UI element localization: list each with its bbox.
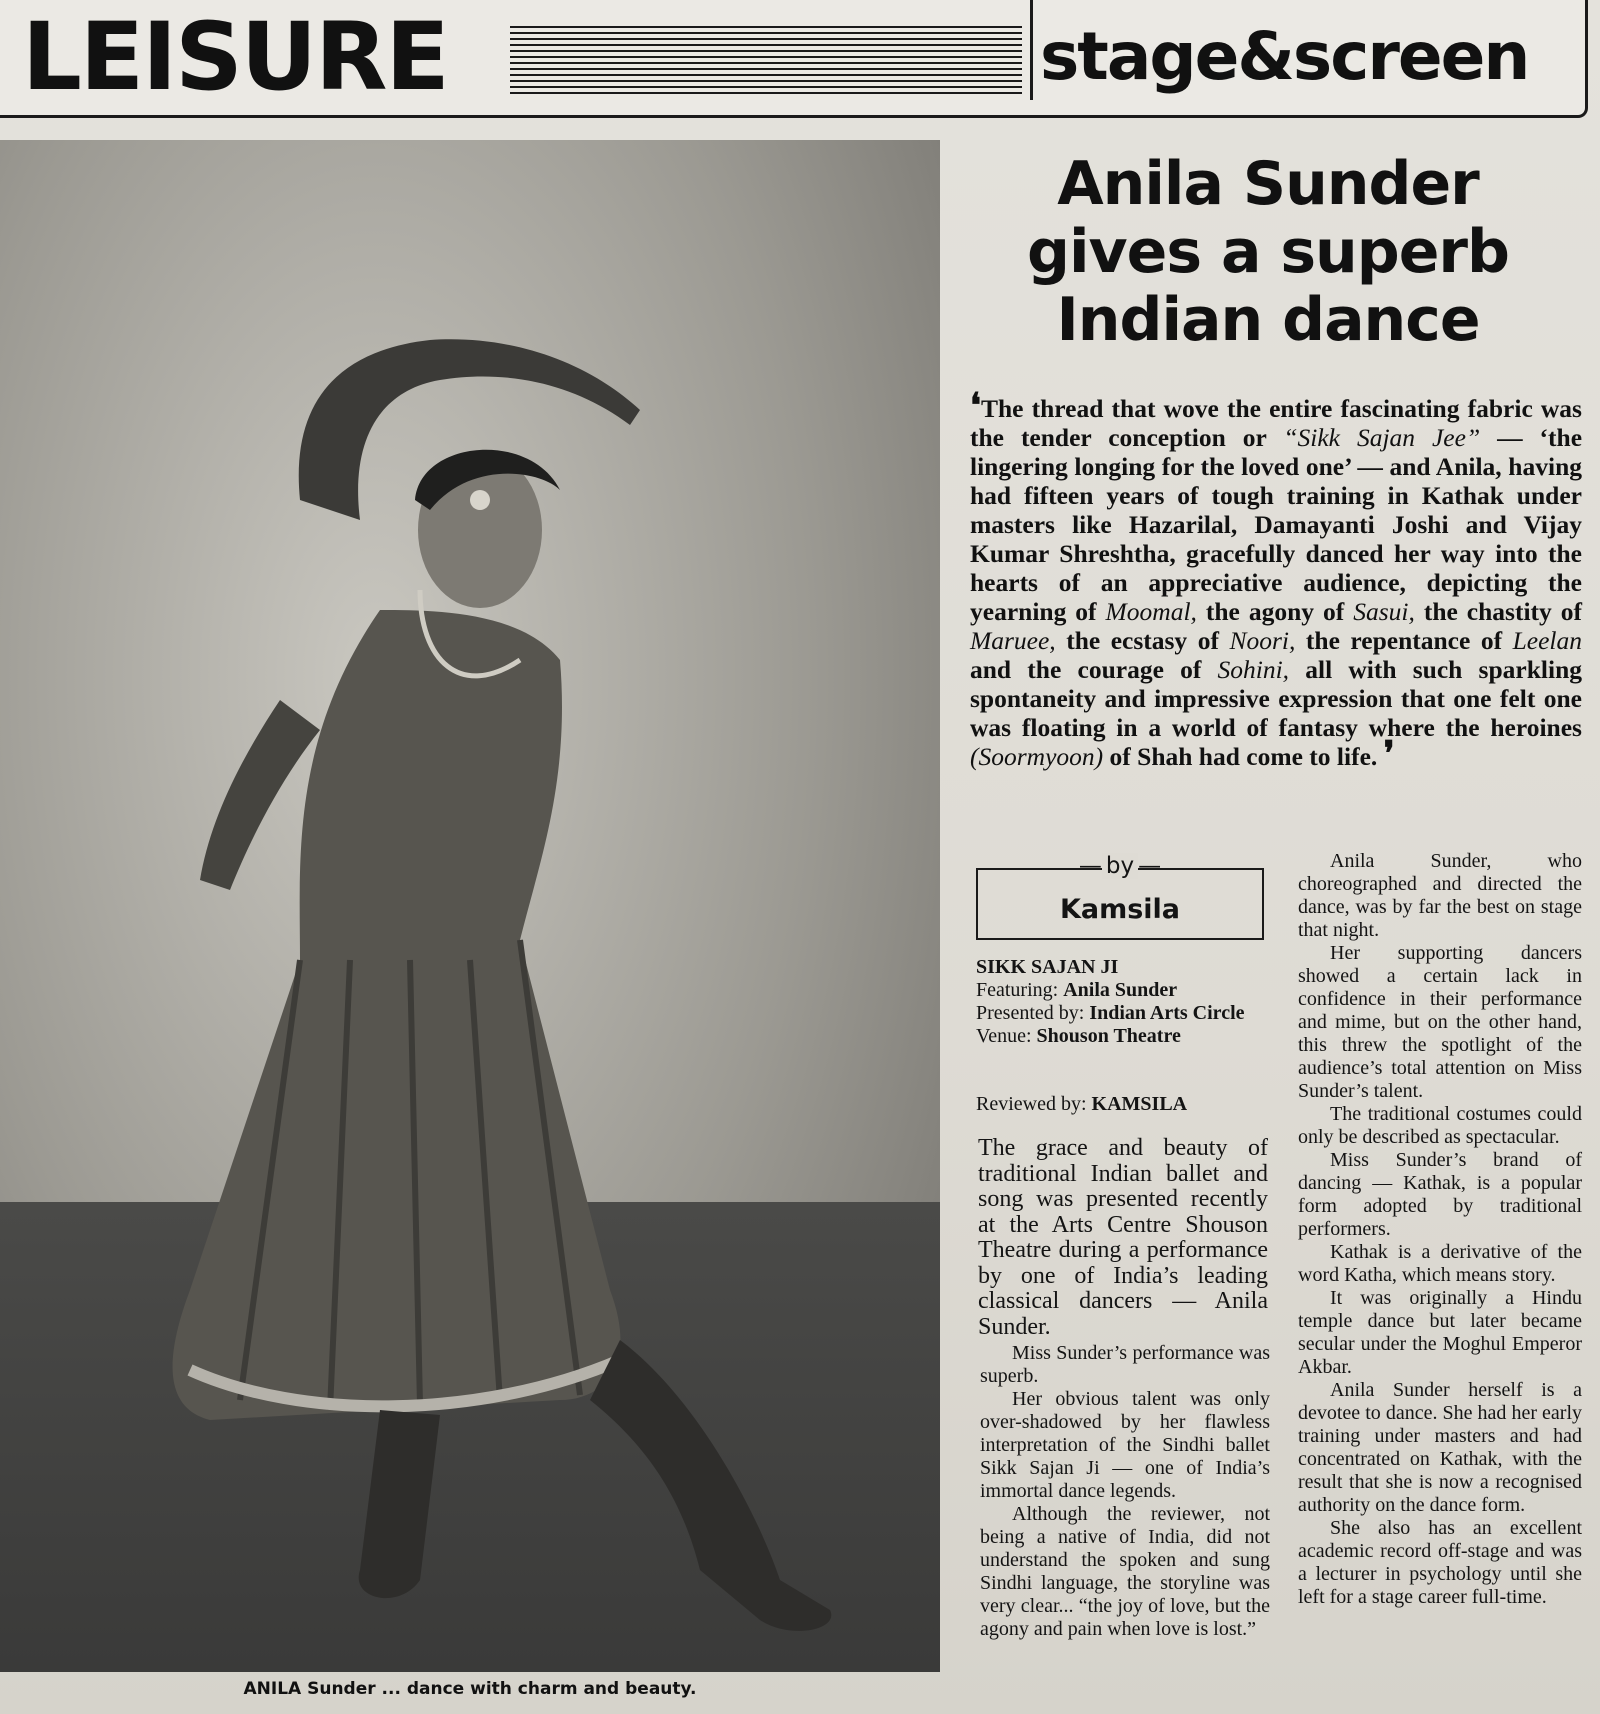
article-column-1 [980, 1342, 1270, 1641]
show-title [976, 956, 1266, 979]
quote-text: of Shah had come to life. [1103, 742, 1378, 771]
quote-italic: Sohini, [1217, 655, 1290, 684]
quote-text: all with such sparkling spontaneity and impressive expression that one felt one was floating in a world of fantasy where the heroines [970, 655, 1582, 742]
article-lead [978, 1136, 1268, 1340]
credit-value: Shouson Theatre [1036, 1025, 1181, 1047]
quote-italic: Noori, [1229, 626, 1296, 655]
dancer-figure [0, 140, 940, 1672]
body-paragraph: Miss Sunder’s brand of dancing — Kathak, is a popular form adopted by traditional performers. [1298, 1149, 1582, 1240]
credit-value: Anila Sunder [1063, 979, 1178, 1001]
byline-author: Kamsila [1059, 894, 1181, 925]
pull-quote [970, 386, 1583, 774]
quote-text: The thread that wove the entire fascinating fabric was the tender conception or [970, 394, 1582, 452]
quote-text: the ecstasy of [1055, 626, 1230, 655]
header-divider [1030, 0, 1033, 100]
credit-label: Venue: [976, 1025, 1032, 1047]
headline-line-2: gives a superb [1027, 217, 1509, 287]
show-credits [976, 956, 1266, 1048]
close-quote-mark: ❜ [1383, 734, 1395, 774]
subsection-title: stage&screen [1040, 18, 1529, 95]
credit-label: Featuring: [976, 979, 1059, 1001]
lead-paragraph: The grace and beauty of traditional Indian ballet and song was presented recently at the Arts Centre Shouson Theatre during a performance by one of India’s leading classical dancers — Anila Sunder. [978, 1135, 1268, 1340]
section-header [0, 0, 1588, 118]
body-paragraph: She also has an excellent academic record off-stage and was a lecturer in psychology until she left for a stage career full-time. [1298, 1517, 1582, 1608]
quote-italic: Maruee, [970, 626, 1056, 655]
body-paragraph: Her supporting dancers showed a certain lack in confidence in their performance and mime, but on the other hand, this threw the spotlight of the audience’s total attention on Miss Sunder’s talent. [1298, 942, 1582, 1102]
quote-text: — ‘the lingering longing for the loved one’ — and Anila, having had fifteen years of tough training in Kathak under masters like Hazarilal, Damayanti Joshi and Vijay Kumar Shreshtha, gracefully danced her way into the hearts of an appreciative audience, depicting the yearning of [970, 423, 1583, 626]
quote-italic: Leelan [1512, 626, 1582, 655]
headline-line-1: Anila Sunder [1057, 149, 1479, 219]
quote-italic: (Soormyoon) [970, 742, 1104, 771]
body-paragraph: Miss Sunder’s performance was superb. [980, 1342, 1270, 1387]
article-headline [958, 150, 1578, 354]
credit-featuring [976, 979, 1266, 1002]
quote-text: the chastity of [1414, 597, 1583, 626]
credit-reviewed [976, 1092, 1266, 1116]
header-rule-lines [510, 26, 1022, 96]
credit-label: Reviewed by: [976, 1093, 1087, 1115]
dancer-photo [0, 140, 940, 1672]
credit-venue [976, 1025, 1266, 1048]
byline-by: — by — [1078, 853, 1162, 879]
quote-italic: “Sikk Sajan Jee” [1283, 423, 1481, 452]
body-paragraph: Her obvious talent was only over-shadowed by her flawless interpretation of the Sindhi ballet Sikk Sajan Ji — one of India’s immortal dance legends. [980, 1388, 1270, 1502]
credit-value: KAMSILA [1091, 1093, 1188, 1115]
quote-text: the agony of [1196, 597, 1354, 626]
open-quote-mark: ❛ [970, 386, 981, 426]
body-paragraph: Anila Sunder herself is a devotee to dance. She had her early training under masters and had concentrated on Kathak, with the result that she is now a recognised authority on the dance form. [1298, 1379, 1582, 1516]
byline-box [976, 853, 1264, 940]
headline-line-3: Indian dance [1056, 285, 1480, 355]
body-paragraph: Although the reviewer, not being a native of India, did not understand the spoken and sung Sindhi language, the storyline was very clear... “the joy of love, but the agony and pain when love is lost.” [980, 1503, 1270, 1640]
section-title: LEISURE [22, 3, 448, 112]
byline-by-text: by [1102, 853, 1138, 879]
body-paragraph: Anila Sunder, who choreographed and directed the dance, was by far the best on stage that night. [1298, 850, 1582, 941]
credit-value: Indian Arts Circle [1089, 1002, 1245, 1024]
body-paragraph: The traditional costumes could only be described as spectacular. [1298, 1103, 1582, 1148]
credit-presented [976, 1002, 1266, 1025]
quote-italic: Moomal, [1105, 597, 1197, 626]
photo-caption: ANILA Sunder ... dance with charm and beauty. [243, 1679, 697, 1699]
credit-label: Presented by: [976, 1002, 1085, 1024]
show-title-text: SIKK SAJAN JI [976, 956, 1119, 978]
body-paragraph: It was originally a Hindu temple dance but later became secular under the Moghul Emperor Akbar. [1298, 1287, 1582, 1378]
quote-text: the repentance of [1295, 626, 1513, 655]
body-paragraph: Kathak is a derivative of the word Katha, which means story. [1298, 1241, 1582, 1286]
article-column-2 [1298, 850, 1582, 1609]
quote-text: and the courage of [970, 655, 1218, 684]
quote-italic: Sasui, [1353, 597, 1415, 626]
